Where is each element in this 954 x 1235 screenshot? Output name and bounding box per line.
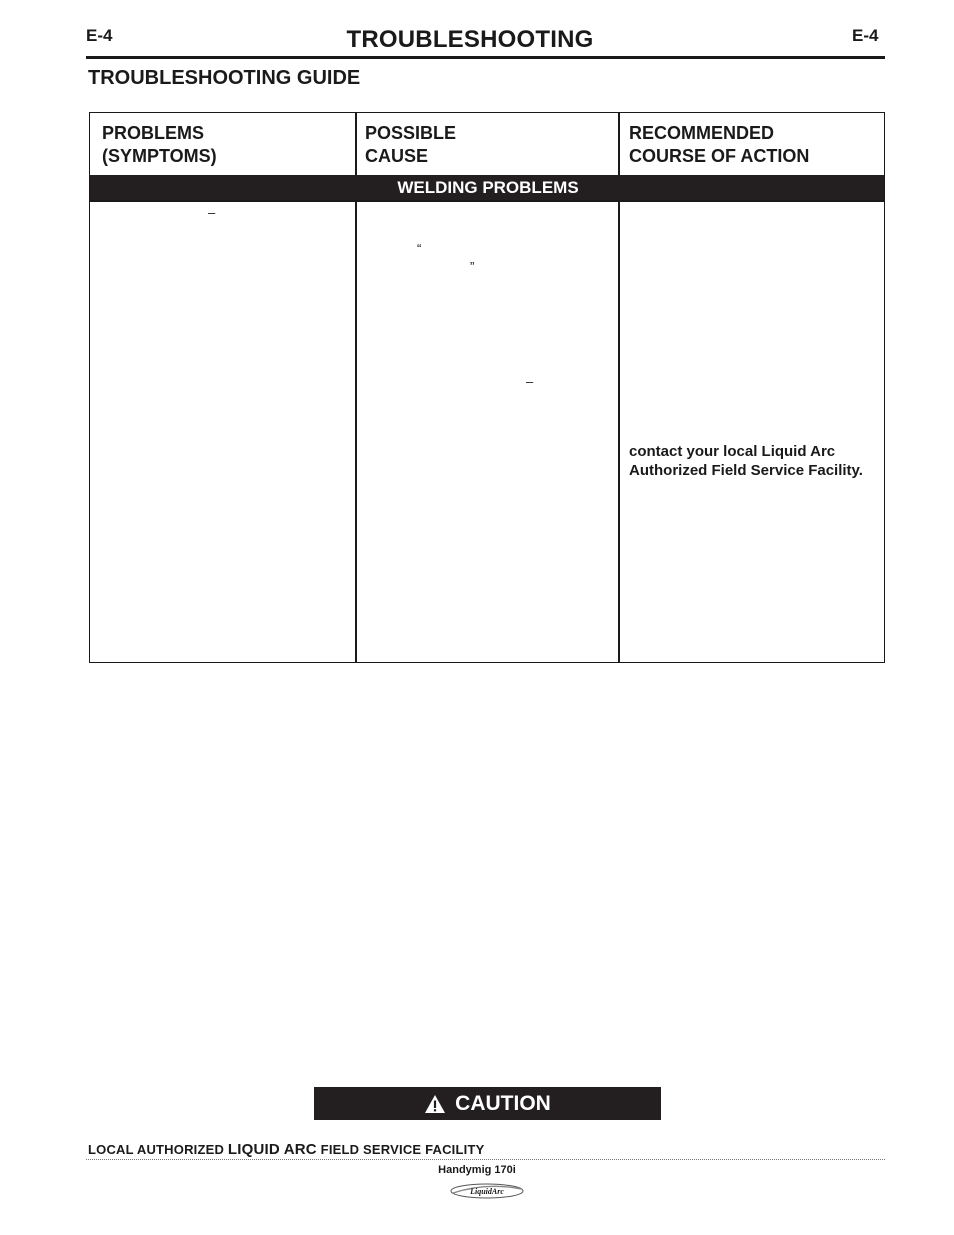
column-header-action: RECOMMENDED COURSE OF ACTION [629, 123, 810, 166]
liquid-arc-logo [449, 1182, 525, 1200]
band-divider [90, 200, 884, 202]
troubleshooting-table [89, 112, 885, 663]
cause-dash-fragment: – [526, 374, 534, 389]
service-brand: LIQUID ARC [227, 1141, 317, 1158]
service-facility-line [88, 1141, 484, 1158]
column-header-problems: PROBLEMS (SYMPTOMS) [102, 123, 217, 166]
page-code-right: E-4 [852, 26, 879, 45]
page-title: TROUBLESHOOTING [346, 26, 594, 53]
caution-banner [314, 1087, 661, 1120]
welding-problems-band [90, 175, 884, 200]
model-name: Handymig 170i [438, 1164, 516, 1176]
problems-dash-fragment: – [208, 205, 216, 220]
service-suffix: FIELD SERVICE FACILITY [320, 1142, 485, 1157]
logo-text: LiquidArc [470, 1187, 504, 1196]
title-rule [86, 56, 885, 59]
band-label: WELDING PROBLEMS [397, 178, 579, 197]
footer-dotted-rule [86, 1159, 885, 1160]
section-heading: TROUBLESHOOTING GUIDE [88, 67, 361, 89]
page-code-left: E-4 [86, 26, 113, 45]
caution-label: CAUTION [455, 1091, 551, 1115]
warning-triangle-icon [424, 1094, 446, 1114]
cause-close-quote-fragment: ” [470, 259, 475, 274]
service-prefix: LOCAL AUTHORIZED [88, 1142, 225, 1157]
action-text: contact your local Liquid Arc Authorized Field Service Facility. [629, 443, 863, 479]
cause-open-quote-fragment: “ [417, 241, 422, 256]
column-header-cause: POSSIBLE CAUSE [365, 123, 457, 166]
